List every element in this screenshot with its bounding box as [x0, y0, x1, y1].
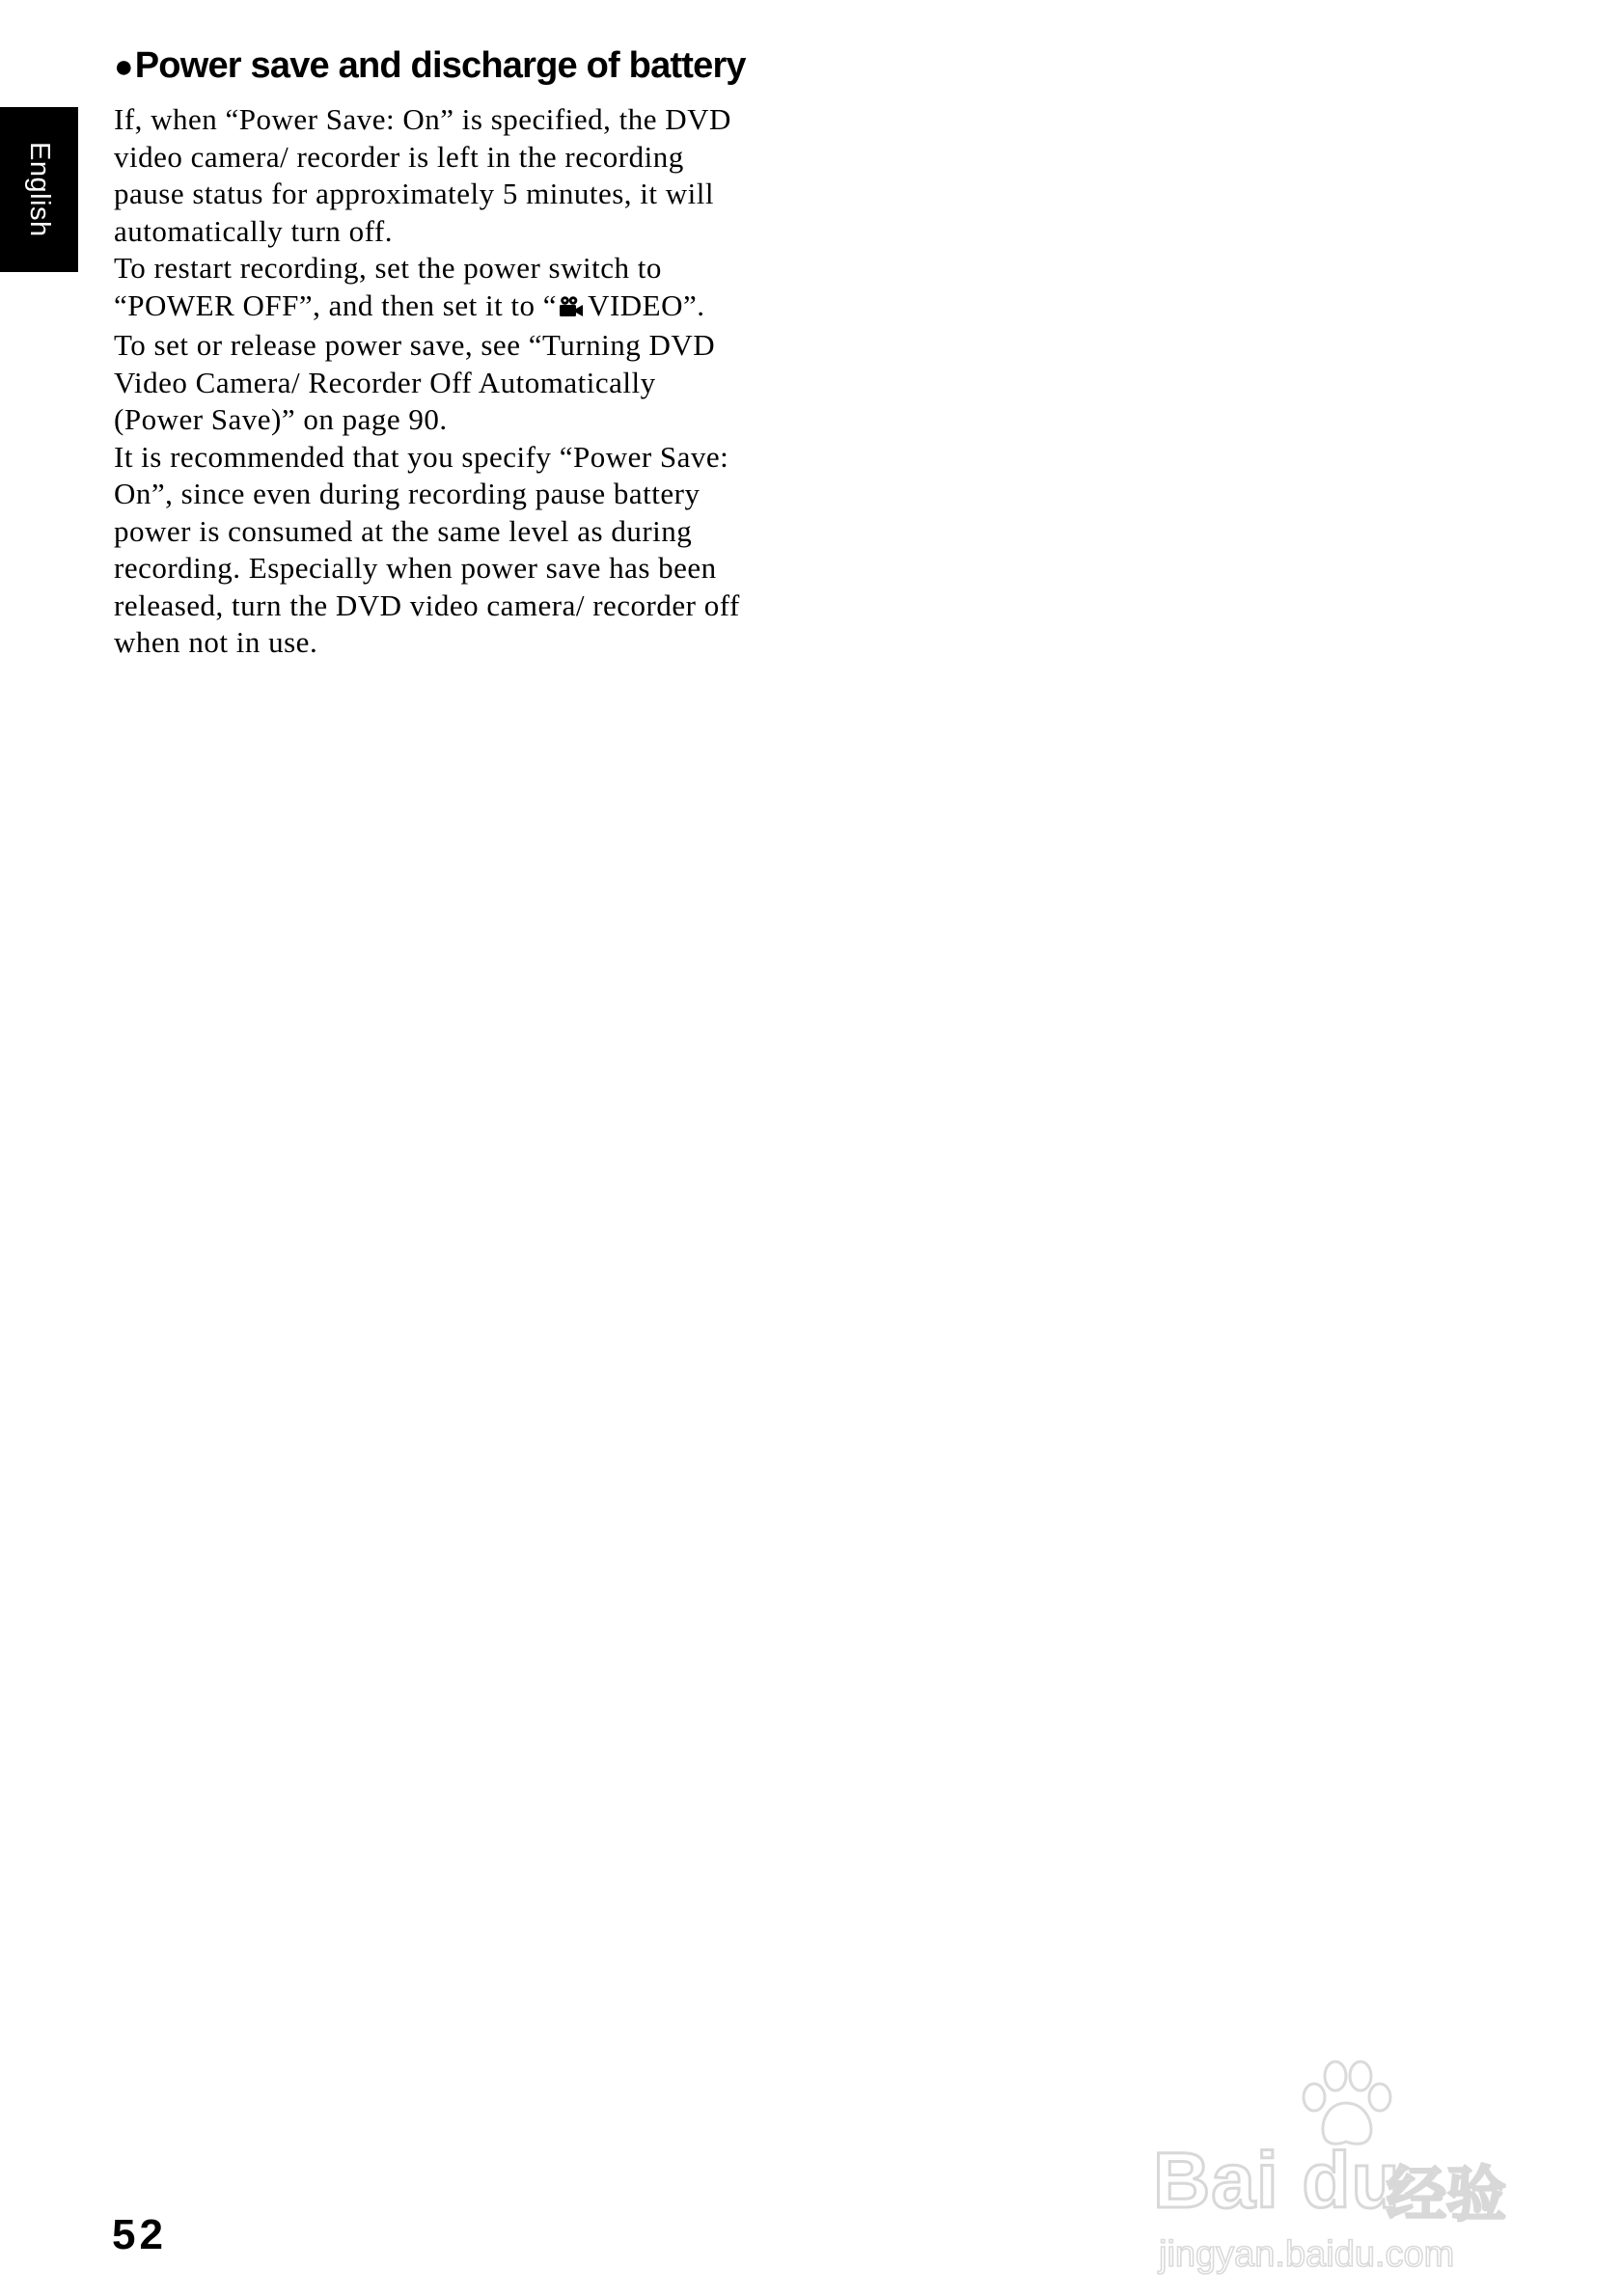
- bullet-icon: ●: [114, 48, 133, 85]
- language-label: English: [24, 142, 55, 237]
- text-line: when not in use.: [114, 625, 318, 659]
- paragraph-recommendation: [114, 439, 809, 662]
- paragraph-set-release: [114, 327, 809, 439]
- watermark-brand: Bai du: [1153, 2137, 1401, 2225]
- text-line: It is recommended that you specify “Power Save:: [114, 439, 729, 474]
- text-line: released, turn the DVD video camera/ recorder off: [114, 588, 740, 622]
- watermark-chinese: 经验: [1387, 2159, 1507, 2229]
- text-line-end: VIDEO”.: [588, 287, 705, 322]
- power-save-section: [114, 42, 809, 662]
- text-line: recording. Especially when power save has been: [114, 551, 717, 585]
- text-line: If, when “Power Save: On” is specified, the DVD: [114, 102, 731, 136]
- paragraph-auto-off: [114, 101, 809, 250]
- text-line: Video Camera/ Recorder Off Automatically: [114, 365, 656, 399]
- section-title: Power save and discharge of battery: [134, 45, 746, 86]
- page-number: 52: [112, 2211, 167, 2258]
- watermark-url: jingyan.baidu.com: [1159, 2234, 1455, 2275]
- movie-camera-icon: [559, 290, 584, 328]
- baidu-watermark: [1153, 2055, 1539, 2275]
- text-line: “POWER OFF”, and then set it to “: [114, 287, 558, 322]
- text-line: To set or release power save, see “Turning DVD: [114, 328, 716, 362]
- text-line: (Power Save)” on page 90.: [114, 402, 448, 436]
- text-line: On”, since even during recording pause battery: [114, 477, 701, 510]
- section-body: [114, 101, 809, 662]
- language-tab: [0, 107, 78, 272]
- section-heading: [114, 42, 809, 90]
- text-line: video camera/ recorder is left in the recording: [114, 139, 684, 174]
- text-line: pause status for approximately 5 minutes, it will: [114, 177, 715, 210]
- paragraph-restart: [114, 250, 809, 327]
- text-line: To restart recording, set the power switch to: [114, 251, 662, 285]
- text-line: power is consumed at the same level as during: [114, 513, 693, 548]
- text-line: automatically turn off.: [114, 213, 393, 248]
